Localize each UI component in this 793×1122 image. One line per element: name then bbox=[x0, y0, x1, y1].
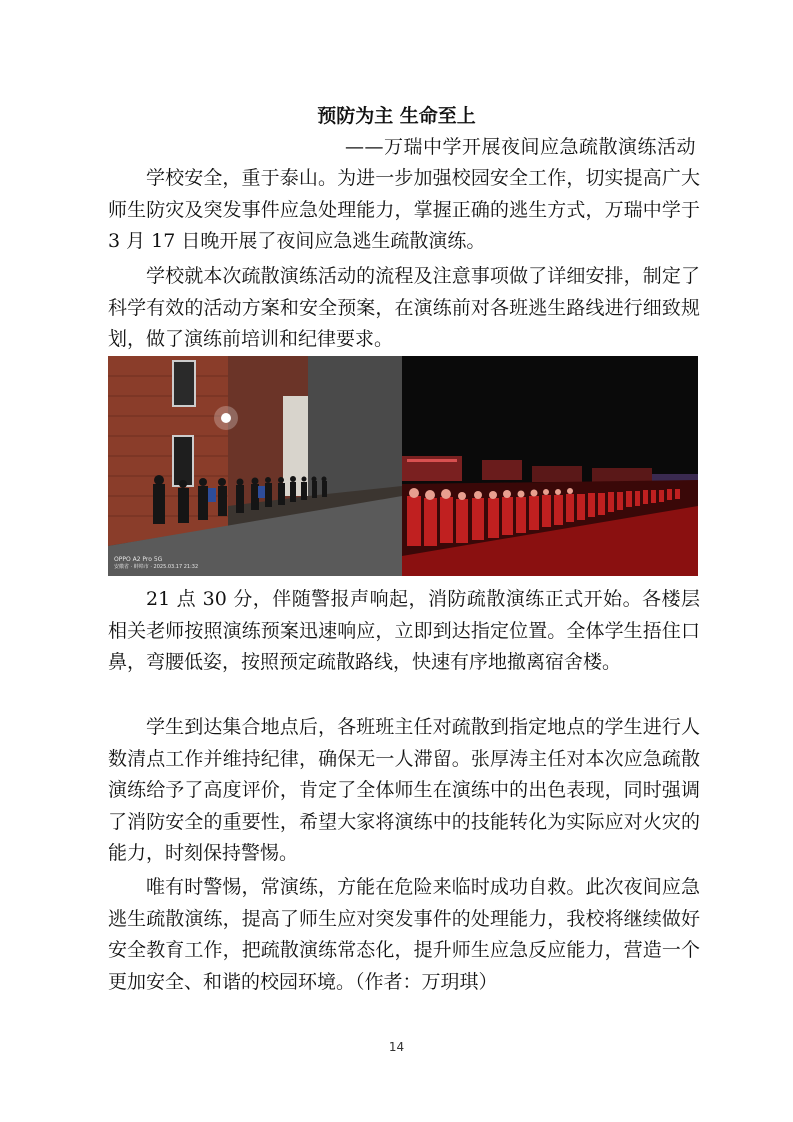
photo-assembly-field bbox=[402, 356, 698, 576]
page-number: 14 bbox=[388, 1040, 405, 1054]
paragraph-2: 学校就本次疏散演练活动的流程及注意事项做了详细安排，制定了科学有效的活动方案和安全预案，在演练前对各班逃生路线进行细致规划，做了演练前培训和纪律要求。 bbox=[108, 265, 700, 351]
photo-row bbox=[108, 356, 698, 576]
article-title: 预防为主 生命至上 bbox=[317, 105, 476, 127]
paragraph-5: 唯有时警惕，常演练，方能在危险来临时成功自救。此次夜间应急逃生疏散演练，提高了师生应对突发事件的处理能力，我校将继续做好安全教育工作，把疏散演练常态化，提升师生应急反应能力，营造一个更加安全、和谐的校园环境。（作者：万玥琪） bbox=[108, 876, 700, 993]
photo-watermark: OPPO A2 Pro 5G 安徽省 · 蚌埠市 · 2025.03.17 21:32 bbox=[114, 556, 199, 570]
paragraph-4: 学生到达集合地点后，各班班主任对疏散到指定地点的学生进行人数清点工作并维持纪律，确保无一人滞留。张厚涛主任对本次应急疏散演练给予了高度评价，肯定了全体师生在演练中的出色表现，同时强调了消防安全的重要性，希望大家将演练中的技能转化为实际应对火灾的能力，时刻保持警惕。 bbox=[108, 716, 700, 865]
paragraph-1: 学校安全，重于泰山。为进一步加强校园安全工作，切实提高广大师生防灾及突发事件应急处理能力，掌握正确的逃生方式，万瑞中学于 3 月 17 日晚开展了夜间应急逃生疏散演练。 bbox=[108, 167, 700, 253]
photo-evacuation-corridor bbox=[108, 356, 402, 576]
paragraph-3: 21 点 30 分，伴随警报声响起，消防疏散演练正式开始。各楼层相关老师按照演练预案迅速响应，立即到达指定位置。全体学生捂住口鼻，弯腰低姿，按照预定疏散路线，快速有序地撤离宿舍楼。 bbox=[108, 588, 700, 674]
article-subtitle: ——万瑞中学开展夜间应急疏散演练活动 bbox=[344, 136, 696, 158]
